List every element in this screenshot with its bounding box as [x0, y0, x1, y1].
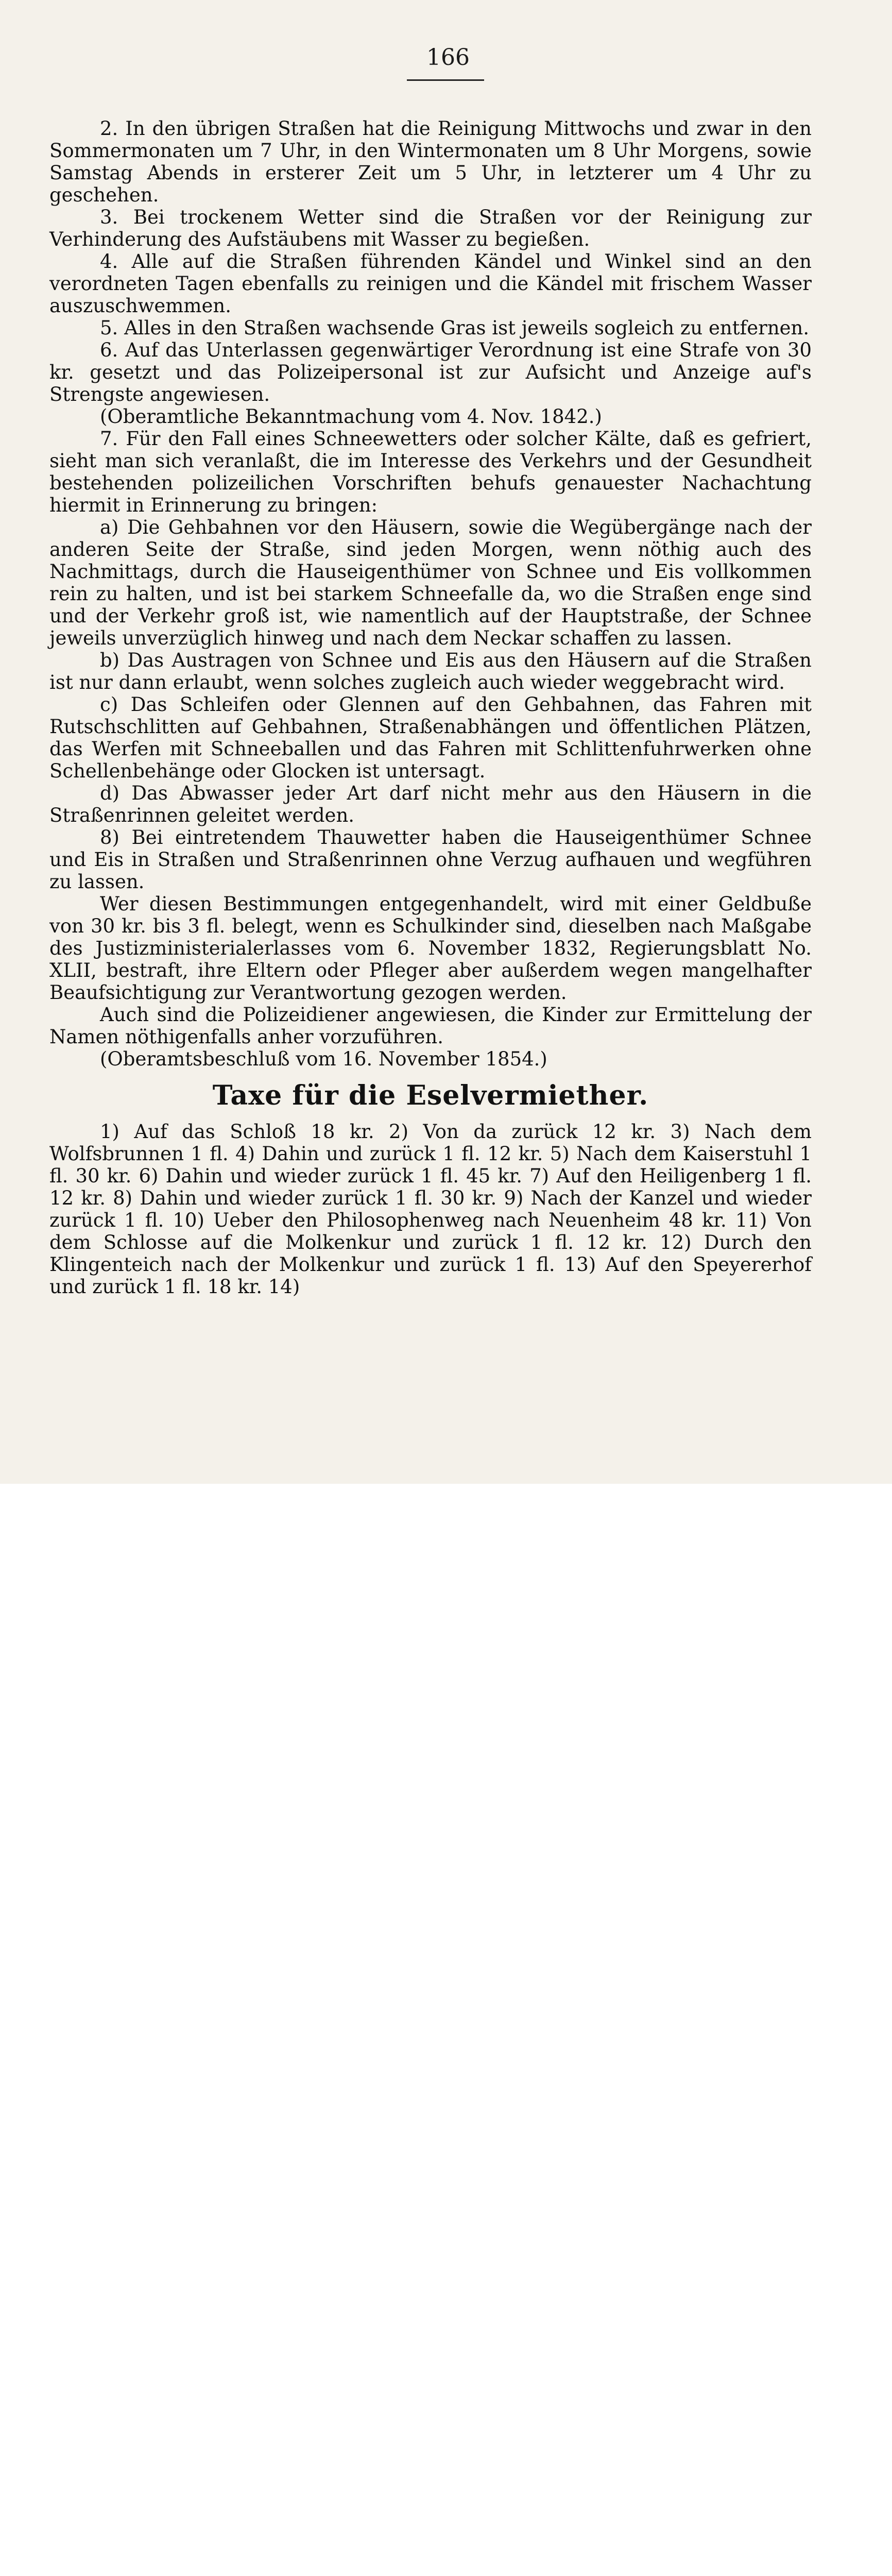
citation-1842: (Oberamtliche Bekanntmachung vom 4. Nov. 1842.)	[100, 405, 602, 428]
police-paragraph: Auch sind die Polizeidiener angewiesen, die Kinder zur Ermittelung der Namen nöthigenfalls anher vorzuführen.	[49, 1004, 812, 1048]
paragraph-3: 3. Bei trockenem Wetter sind die Straßen vor der Reinigung zur Verhinderung des Aufstäubens mit Wasser zu begießen.	[49, 206, 812, 250]
citation-1854: (Oberamtsbeschluß vom 16. November 1854.)	[100, 1048, 547, 1070]
paragraph-7b: b) Das Austragen von Schnee und Eis aus den Häusern auf die Straßen ist nur dann erlaubt, wenn solches zugleich auch wieder weggebracht wird.	[49, 649, 812, 693]
paragraph-7d: d) Das Abwasser jeder Art darf nicht mehr aus den Häusern in die Straßenrinnen geleitet werden.	[49, 782, 812, 826]
paragraph-5: 5. Alles in den Straßen wachsende Gras ist jeweils sogleich zu entfernen.	[100, 317, 810, 339]
page-body	[49, 117, 812, 1298]
paragraph-2: 2. In den übrigen Straßen hat die Reinigung Mittwochs und zwar in den Sommermonaten um 7 Uhr, in den Wintermonaten um 8 Uhr Morgens, sowie Samstag Abends in ersterer Zeit um 5 Uhr, in letzterer um 4 Uhr zu geschehen.	[49, 117, 812, 206]
tariff-list: 1) Auf das Schloß 18 kr. 2) Von da zurück 12 kr. 3) Nach dem Wolfsbrunnen 1 fl. 4) Dahin und zurück 1 fl. 12 kr. 5) Nach dem Kaiserstuhl 1 fl. 30 kr. 6) Dahin und wieder zurück 1 fl. 45 kr. 7) Auf den Heiligenberg 1 fl. 12 kr. 8) Dahin und wieder zurück 1 fl. 30 kr. 9) Nach der Kanzel und wieder zurück 1 fl. 10) Ueber den Philosophenweg nach Neuenheim 48 kr. 11) Von dem Schlosse auf die Molkenkur und zurück 1 fl. 12 kr. 12) Durch den Klingenteich nach der Molkenkur und zurück 1 fl. 13) Auf den Speyererhof und zurück 1 fl. 18 kr. 14)	[49, 1121, 812, 1298]
paragraph-8: 8) Bei eintretendem Thauwetter haben die Hauseigenthümer Schnee und Eis in Straßen und Straßenrinnen ohne Verzug aufhauen und wegführen zu lassen.	[49, 826, 812, 893]
footer	[0, 1484, 892, 1550]
paragraph-7c: c) Das Schleifen oder Glennen auf den Gehbahnen, das Fahren mit Rutschschlitten auf Gehbahnen, Straßenabhängen und öffentlichen Plätzen, das Werfen mit Schneeballen und das Fahren mit Schlittenfuhrwerken ohne Schellenbehänge oder Glocken ist untersagt.	[49, 693, 812, 782]
paragraph-7: 7. Für den Fall eines Schneewetters oder solcher Kälte, daß es gefriert, sieht man sich veranlaßt, die im Interesse des Verkehrs und der Gesundheit bestehenden polizeilichen Vorschriften behufs genauester Nachachtung hiermit in Erinnerung zu bringen:	[49, 428, 812, 516]
paragraph-7a: a) Die Gehbahnen vor den Häusern, sowie die Wegübergänge nach der anderen Seite der Straße, sind jeden Morgen, wenn nöthig auch des Nachmittags, durch die Hauseigenthümer von Schnee und Eis vollkommen rein zu halten, und ist bei starkem Schneefalle da, wo die Straßen enge sind und der Verkehr groß ist, wie namentlich auf der Hauptstraße, der Schnee jeweils unverzüglich hinweg und nach dem Neckar schaffen zu lassen.	[49, 516, 812, 649]
page-number: 166	[426, 44, 470, 71]
page-number-rule	[407, 79, 484, 81]
paragraph-4: 4. Alle auf die Straßen führenden Kändel und Winkel sind an den verordneten Tagen ebenfalls zu reinigen und die Kändel mit frischem Wasser auszuschwemmen.	[49, 250, 812, 317]
section-heading: Taxe für die Eselvermiether.	[212, 1080, 649, 1111]
paragraph-6: 6. Auf das Unterlassen gegenwärtiger Verordnung ist eine Strafe von 30 kr. gesetzt und das Polizeipersonal ist zur Aufsicht und Anzeige auf's Strengste angewiesen.	[49, 339, 812, 405]
penalty-paragraph: Wer diesen Bestimmungen entgegenhandelt, wird mit einer Geldbuße von 30 kr. bis 3 fl. belegt, wenn es Schulkinder sind, dieselben nach Maßgabe des Justizministerialerlasses vom 6. November 1832, Regierungsblatt No. XLII, bestraft, ihre Eltern oder Pfleger aber außerdem wegen mangelhafter Beaufsichtigung zur Verantwortung gezogen werden.	[49, 893, 812, 1004]
